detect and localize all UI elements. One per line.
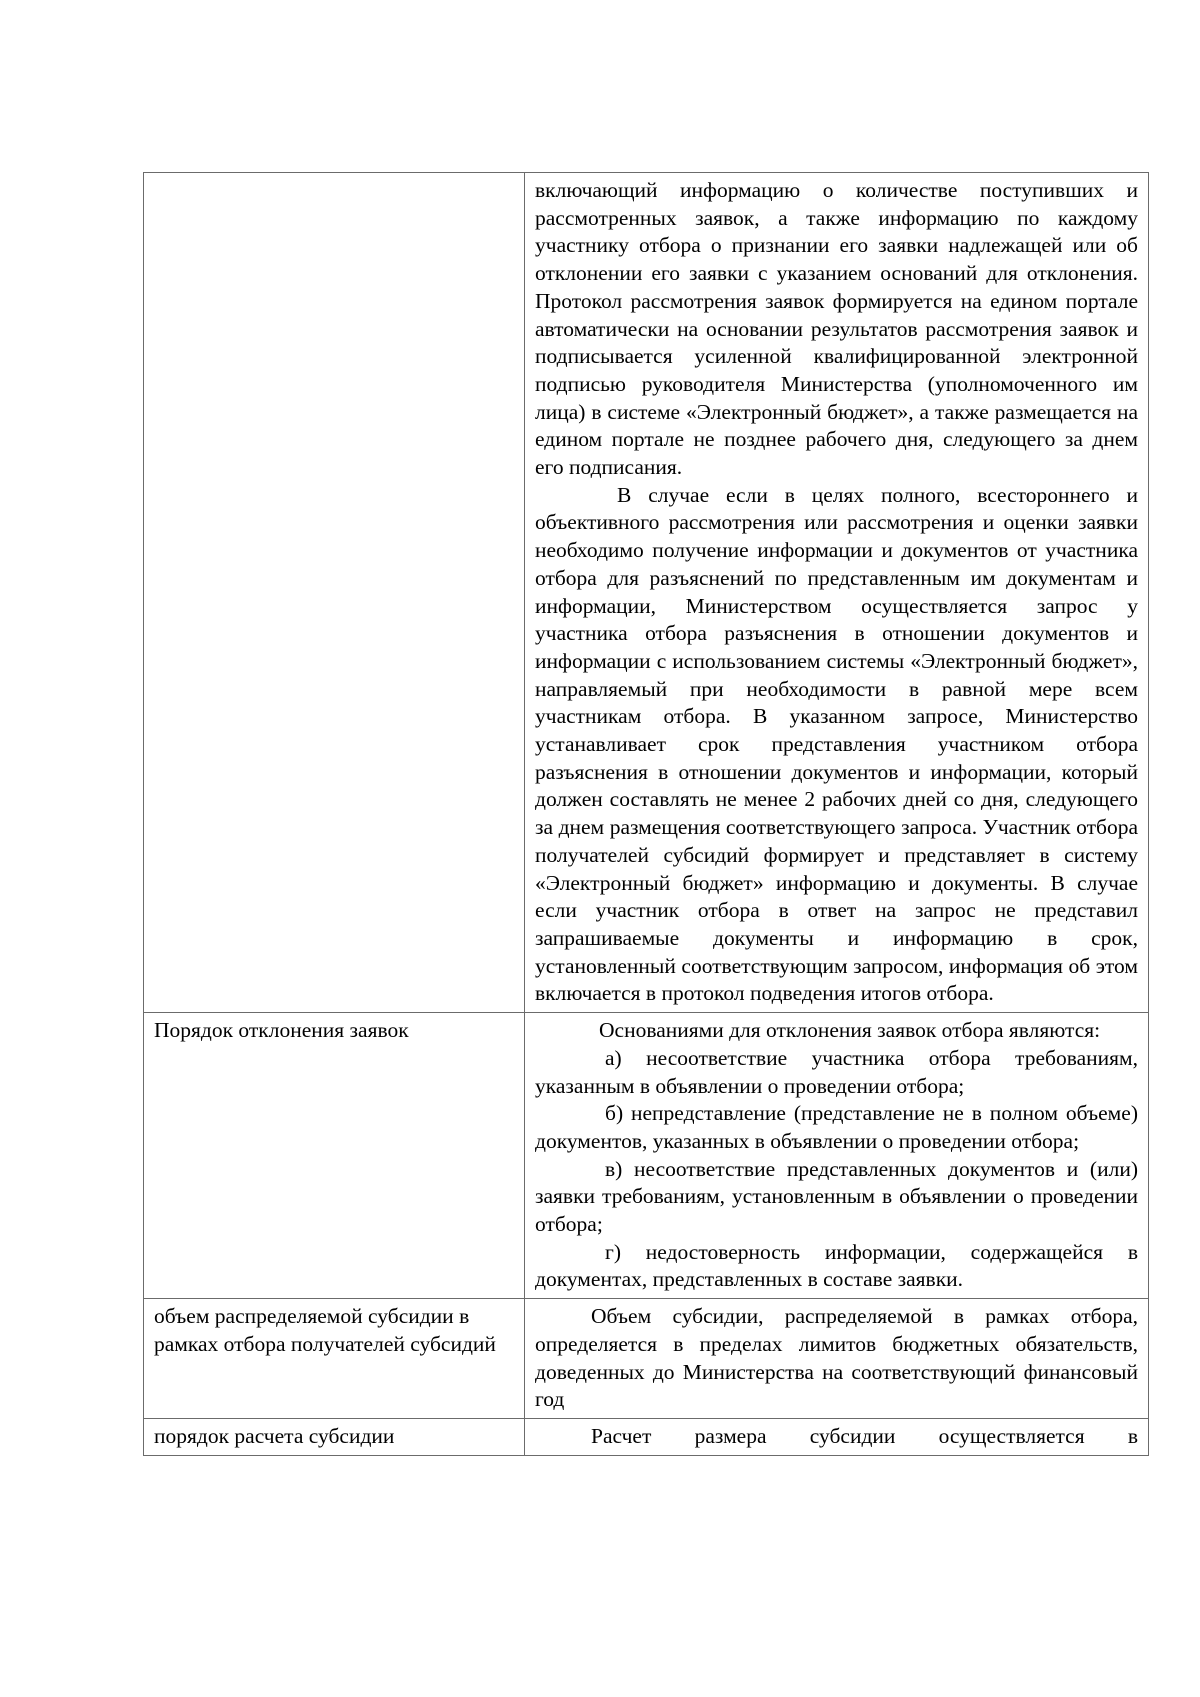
- list-item: а) несоответствие участника отбора требованиям, указанным в объявлении о проведении отбора;: [535, 1045, 1138, 1098]
- list-item: г) недостоверность информации, содержащейся в документах, представленных в составе заявки.: [535, 1239, 1138, 1292]
- paragraph: Объем субсидии, распределяемой в рамках отбора, определяется в пределах лимитов бюджетных обязательств, доведенных до Министерства на соответствующий финансовый год: [535, 1304, 1138, 1412]
- paragraph: включающий информацию о количестве поступивших и рассмотренных заявок, а также информацию по каждому участнику отбора о признании его заявки надлежащей или об отклонении его заявки с указанием оснований для отклонения. Протокол рассмотрения заявок формируется на едином портале автоматически на основании результатов рассмотрения заявок и подписывается усиленной квалифицированной электронной подписью руководителя Министерства (уполномоченного им лица) в системе «Электронный бюджет», а также размещается на едином портале не позднее рабочего дня, следующего за днем его подписания.: [535, 178, 1138, 480]
- table-row: [144, 1418, 1149, 1455]
- row-content-cell: [525, 1418, 1149, 1455]
- paragraph: Расчет размера субсидии осуществляется в: [591, 1423, 1138, 1448]
- table-row: [144, 1013, 1149, 1299]
- row-content-cell: [525, 1013, 1149, 1299]
- table-row: [144, 1299, 1149, 1419]
- row-label-cell: порядок расчета субсидии: [144, 1418, 525, 1455]
- document-table: [143, 172, 1149, 1456]
- list-item: в) несоответствие представленных документов и (или) заявки требованиям, установленным в объявлении о проведении отбора;: [535, 1156, 1138, 1237]
- paragraph: Основаниями для отклонения заявок отбора являются:: [599, 1018, 1101, 1043]
- list-item: б) непредставление (представление не в полном объеме) документов, указанных в объявлении о проведении отбора;: [535, 1101, 1138, 1153]
- row-content-cell: [525, 1299, 1149, 1419]
- row-label-cell: [144, 173, 525, 1013]
- row-content-cell: [525, 173, 1149, 1013]
- table-row: [144, 173, 1149, 1013]
- row-label-cell: объем распределяемой субсидии в рамках отбора получателей субсидий: [144, 1299, 525, 1419]
- row-label-cell: Порядок отклонения заявок: [144, 1013, 525, 1299]
- paragraph: В случае если в целях полного, всестороннего и объективного рассмотрения или рассмотрения и оценки заявки необходимо получение информации и документов от участника отбора для разъяснений по представленным им документам и информации, Министерством осуществляется запрос у участника отбора разъяснения в отношении документов и информации с использованием системы «Электронный бюджет», направляемый при необходимости в равной мере всем участникам отбора. В указанном запросе, Министерство устанавливает срок представления участником отбора разъяснения в отношении документов и информации, который должен составлять не менее 2 рабочих дней со дня, следующего за днем размещения соответствующего запроса. Участник отбора получателей субсидий формирует и представляет в систему «Электронный бюджет» информацию и документы. В случае если участник отбора в ответ на запрос не представил запрашиваемые документы и информацию в срок, установленный соответствующим запросом, информация об этом включается в протокол подведения итогов отбора.: [535, 482, 1138, 1006]
